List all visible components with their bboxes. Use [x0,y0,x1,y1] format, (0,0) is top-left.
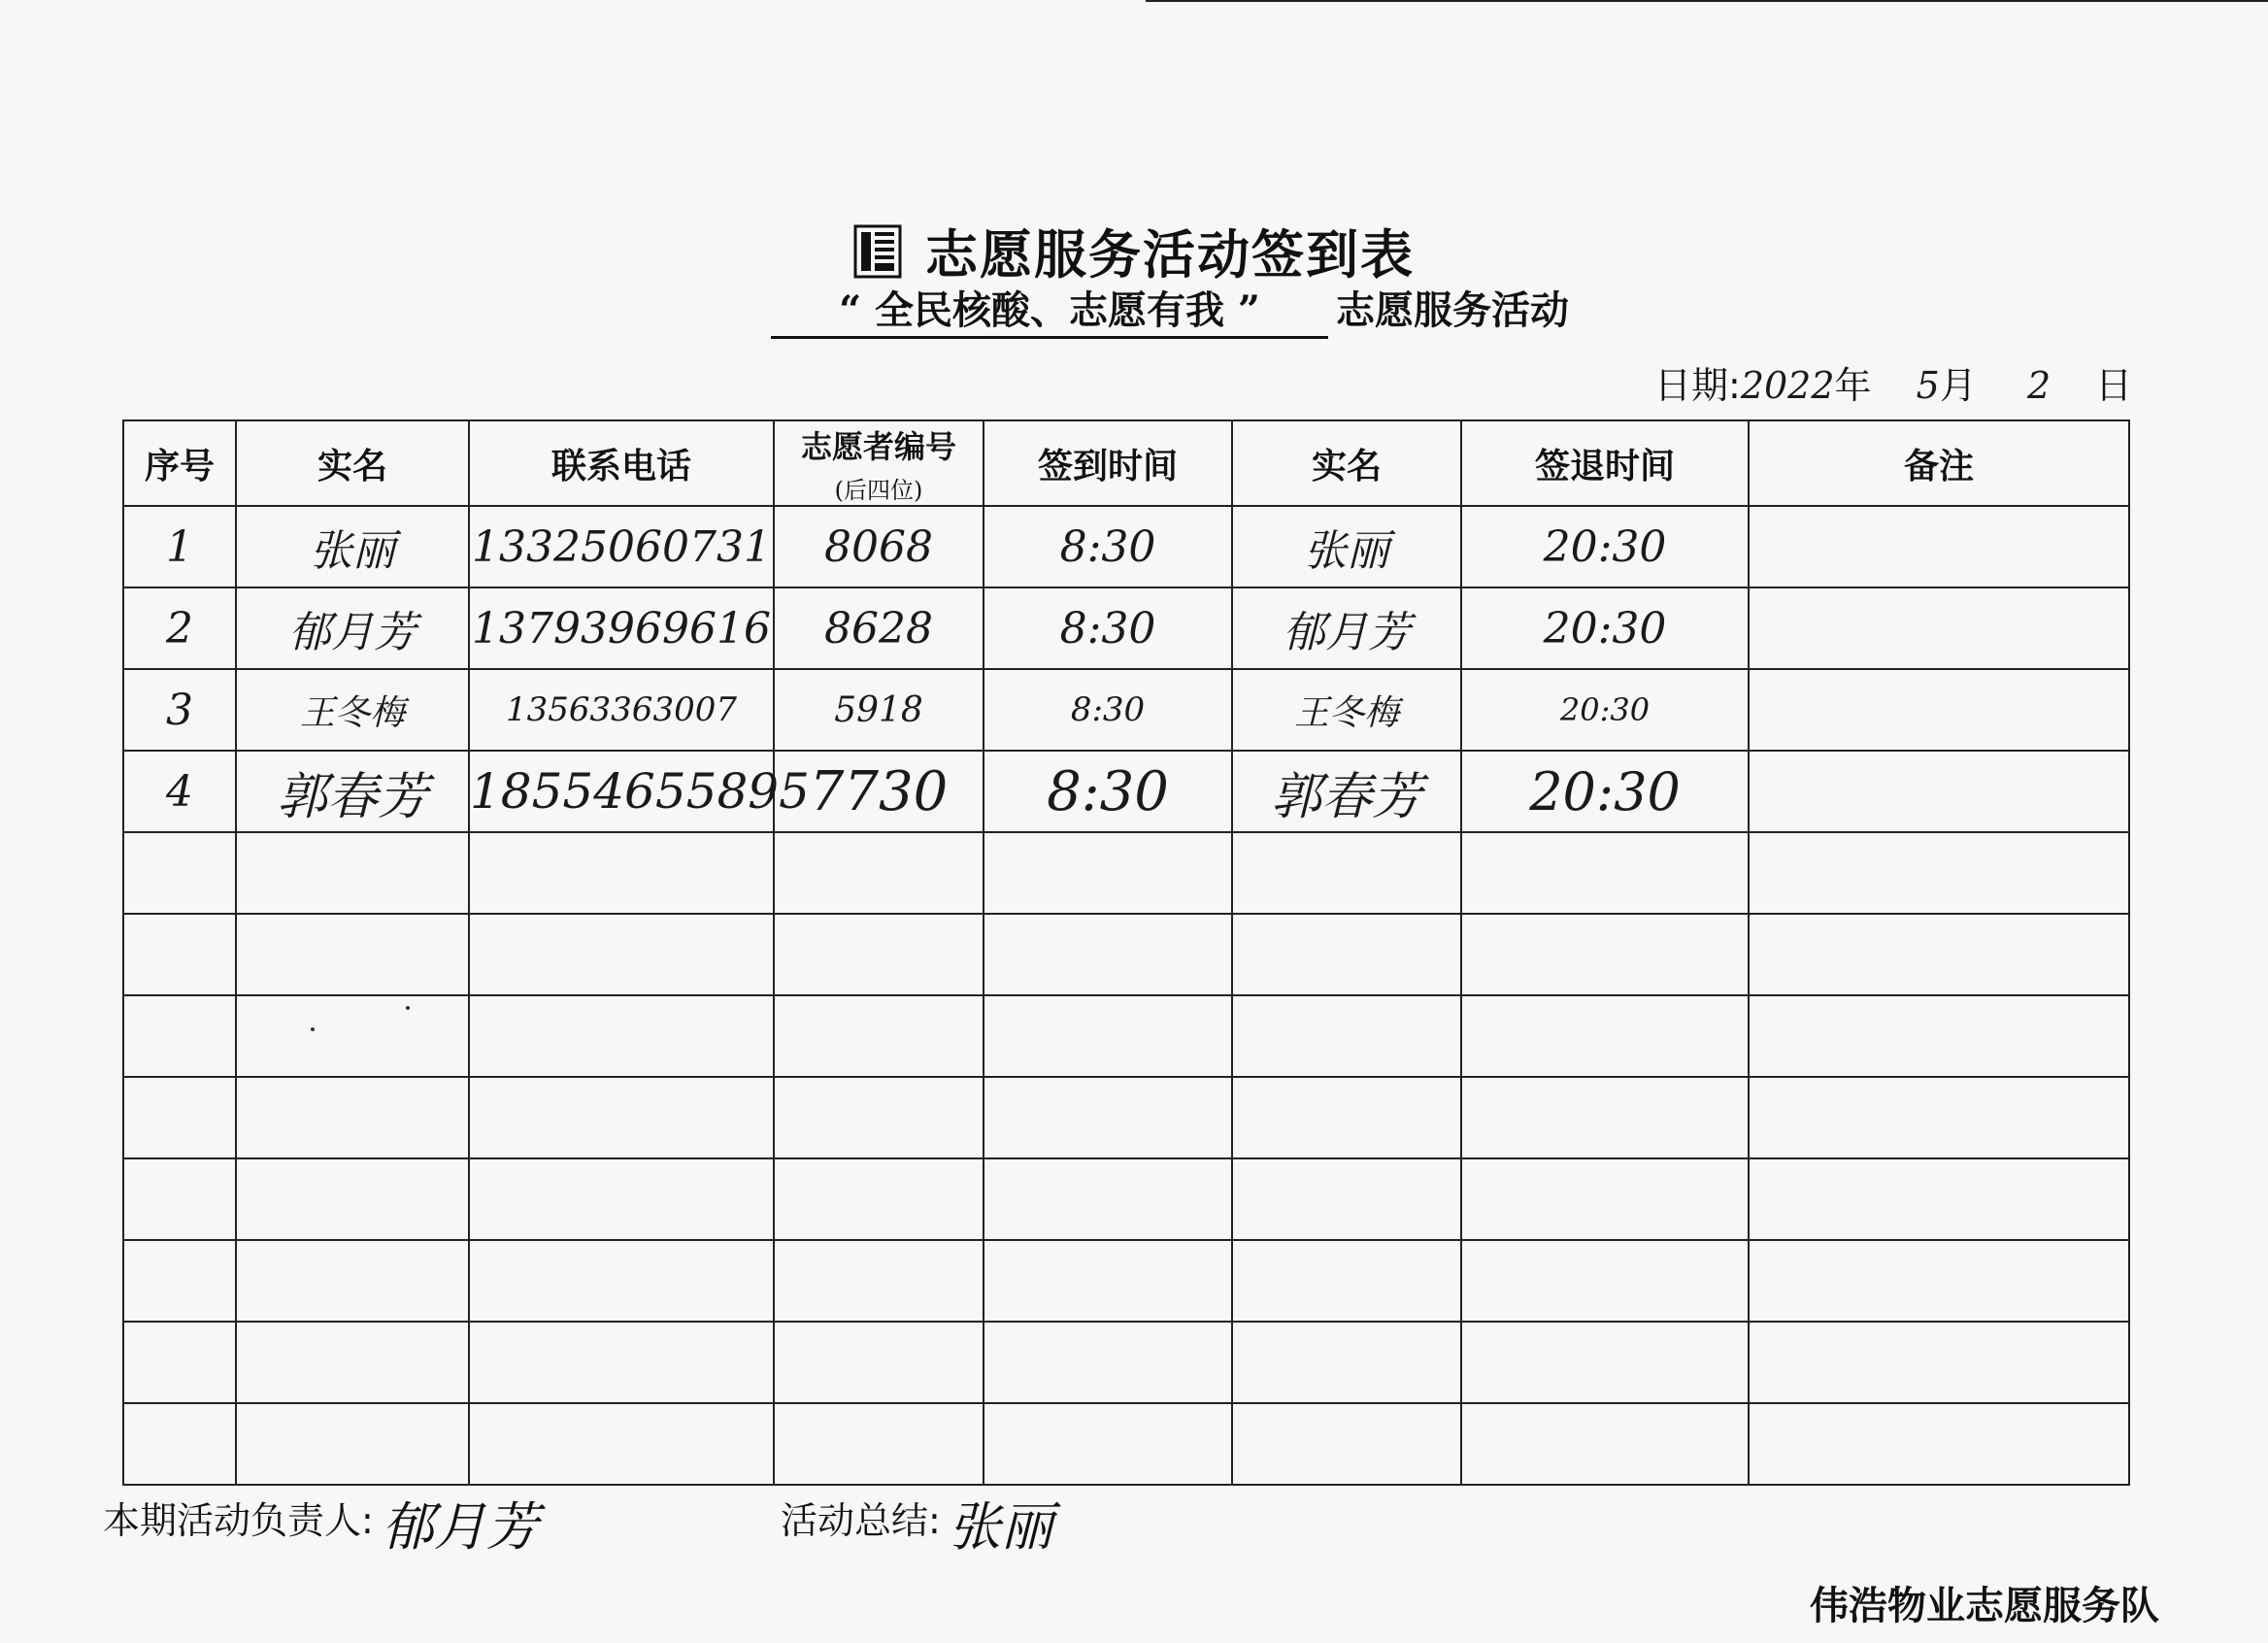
cell-remark [1749,669,2129,751]
paper-speck [406,1006,410,1010]
header-row [123,420,2129,506]
cell-sign-in: 8:30 [984,587,1232,669]
leader-field [103,1486,539,1560]
empty-row [123,914,2129,995]
cell-sign-in: 8:30 [984,669,1232,751]
summary-label: 活动总结: [781,1499,941,1542]
cell-volunteer-id: 7730 [774,751,984,832]
cell-name2: 王冬梅 [1232,669,1461,751]
date-label: 日期: [1654,364,1741,407]
date-row [1654,361,2132,410]
cell-remark [1749,751,2129,832]
date-month: 5 [1916,364,1940,407]
cell-seq: 3 [123,669,236,751]
empty-row [123,995,2129,1077]
activity-type: 志愿服务活动 [1336,287,1569,333]
subtitle-row [771,287,1742,342]
cell-phone: 13563363007 [469,669,774,751]
page-title: 志愿服务活动签到表 [925,223,1415,285]
table-row [123,587,2129,669]
cell-remark [1749,587,2129,669]
volunteer-seal-icon [853,224,902,279]
leader-label: 本期活动负责人: [103,1499,374,1542]
cell-sign-out: 20:30 [1461,506,1749,587]
cell-phone: 18554655895 [469,751,774,832]
cell-seq: 4 [123,751,236,832]
date-year-unit: 年 [1834,364,1872,407]
header-seq: 序号 [123,420,236,506]
sign-in-table [122,419,2130,1486]
table-row [123,669,2129,751]
cell-remark [1749,506,2129,587]
cell-sign-out: 20:30 [1461,587,1749,669]
cell-name: 郭春芳 [236,751,469,832]
table-row [123,751,2129,832]
summary-signature: 张丽 [948,1496,1053,1558]
header-remark: 备注 [1749,420,2129,506]
date-year: 2022 [1740,364,1835,407]
cell-name2: 郁月芳 [1232,587,1461,669]
cell-sign-in: 8:30 [984,751,1232,832]
empty-row [123,1322,2129,1403]
cell-phone: 13793969616 [469,587,774,669]
cell-name: 张丽 [236,506,469,587]
cell-volunteer-id: 8628 [774,587,984,669]
date-day-unit: 日 [2095,364,2133,407]
leader-signature: 郁月芳 [381,1496,539,1558]
paper-speck [311,1027,315,1031]
header-volunteer-id-label: 志愿者编号 [800,427,956,465]
empty-row [123,832,2129,914]
header-sign-in: 签到时间 [984,420,1232,506]
header-phone: 联系电话 [469,420,774,506]
cell-phone: 13325060731 [469,506,774,587]
date-month-unit: 月 [1939,364,1977,407]
date-day: 2 [2026,364,2051,407]
cell-name: 王冬梅 [236,669,469,751]
empty-row [123,1403,2129,1485]
cell-name: 郁月芳 [236,587,469,669]
header-volunteer-id-note: (后四位) [834,476,923,504]
header-name2: 实名 [1232,420,1461,506]
title-row [0,214,2268,288]
header-sign-out: 签退时间 [1461,420,1749,506]
cell-volunteer-id: 5918 [774,669,984,751]
empty-row [123,1077,2129,1158]
table-row [123,506,2129,587]
header-name: 实名 [236,420,469,506]
cell-sign-out: 20:30 [1461,751,1749,832]
summary-field [781,1486,1053,1560]
cell-sign-in: 8:30 [984,506,1232,587]
cell-name2: 张丽 [1232,506,1461,587]
empty-row [123,1158,2129,1240]
cell-sign-out: 20:30 [1461,669,1749,751]
header-volunteer-id [774,420,984,506]
cell-seq: 2 [123,587,236,669]
activity-theme: “ 全民核酸、志愿有我 ” [771,287,1328,339]
cell-seq: 1 [123,506,236,587]
cell-volunteer-id: 8068 [774,506,984,587]
organization-name: 伟浩物业志愿服务队 [1810,1583,2159,1628]
page-top-edge [1146,0,2268,2]
cell-name2: 郭春芳 [1232,751,1461,832]
empty-row [123,1240,2129,1322]
